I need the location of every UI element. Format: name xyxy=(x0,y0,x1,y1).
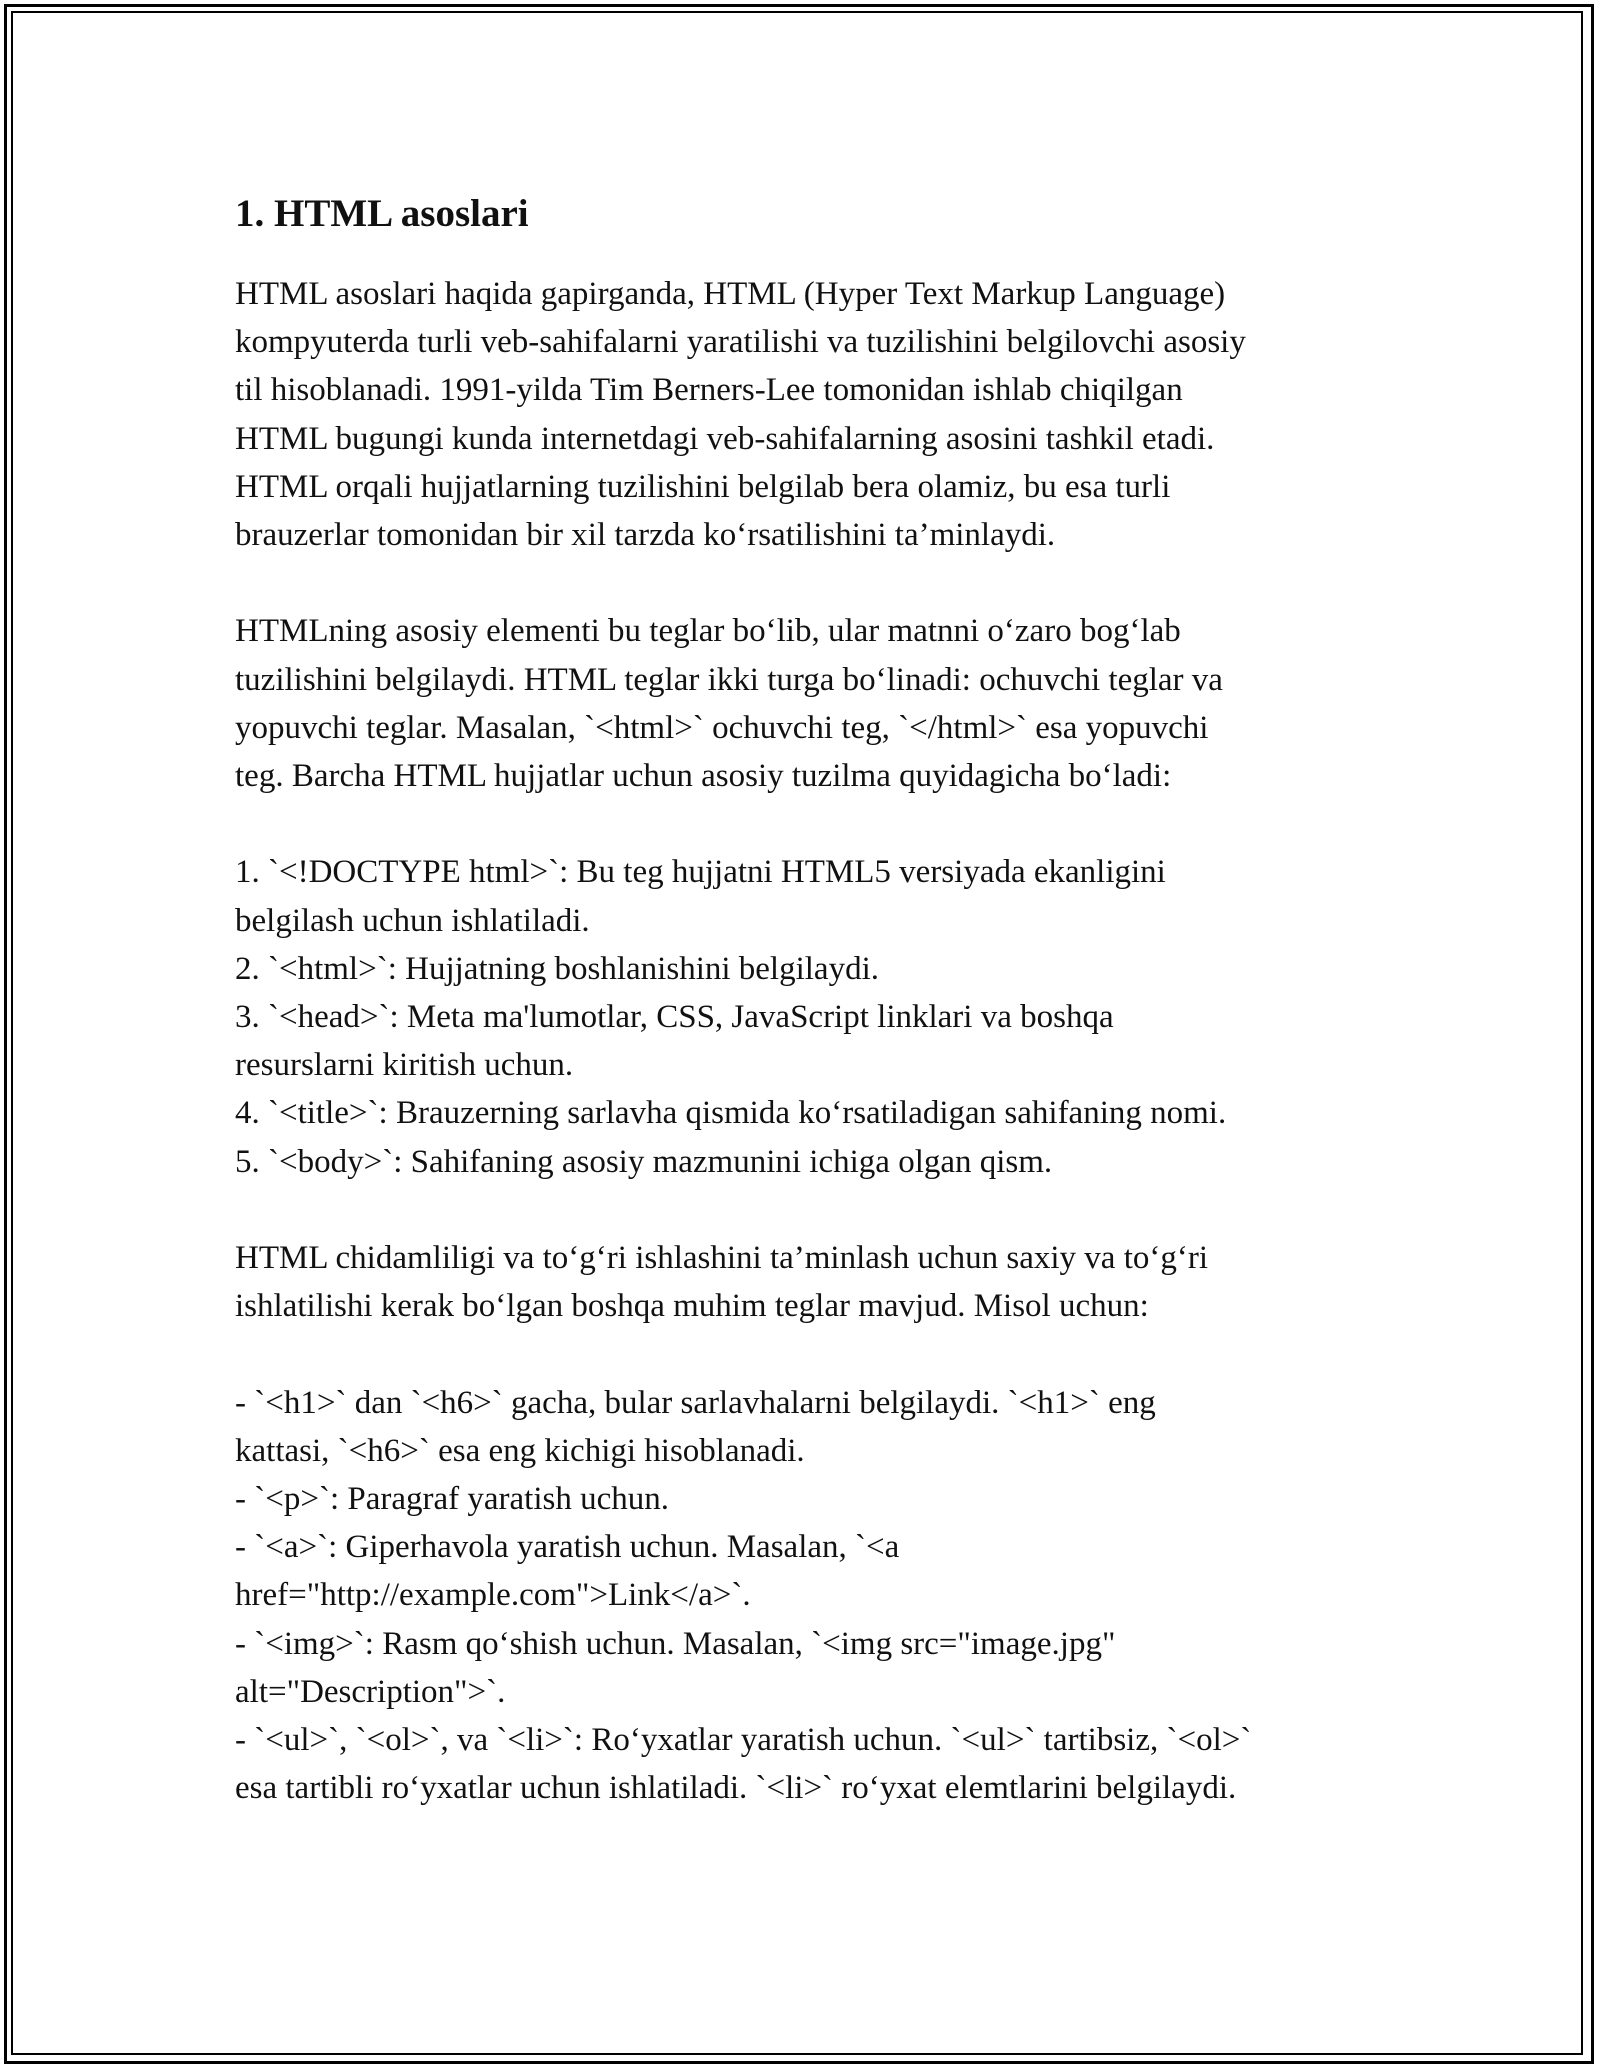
text-line: HTML orqali hujjatlarning tuzilishini belgilab bera olamiz, bu esa turli xyxy=(235,468,1171,505)
paragraph-spacer xyxy=(235,800,1385,848)
text-line: brauzerlar tomonidan bir xil tarzda ko‘rsatilishini ta’minlaydi. xyxy=(235,517,1056,554)
list-item: 5. `<body>`: Sahifaning asosiy mazmunini ichiga olgan qism. xyxy=(235,1143,1053,1180)
text-line: teg. Barcha HTML hujjatlar uchun asosiy tuzilma quyidagicha bo‘ladi: xyxy=(235,758,1172,795)
list-item: - `<ul>`, `<ol>`, va `<li>`: Ro‘yxatlar yaratish uchun. `<ul>` tartibsiz, `<ol>` xyxy=(235,1722,1252,1759)
paragraph-spacer xyxy=(235,1186,1385,1234)
list-item: - `<p>`: Paragraf yaratish uchun. xyxy=(235,1481,669,1518)
list-item: - `<h1>` dan `<h6>` gacha, bular sarlavhalarni belgilaydi. `<h1>` eng xyxy=(235,1384,1156,1421)
text-line: tuzilishini belgilaydi. HTML teglar ikki turga bo‘linadi: ochuvchi teglar va xyxy=(235,661,1223,698)
text-line: kompyuterda turli veb-sahifalarni yaratilishi va tuzilishini belgilovchi asosiy xyxy=(235,324,1246,361)
text-line: HTML bugungi kunda internetdagi veb-sahifalarning asosini tashkil etadi. xyxy=(235,420,1215,457)
text-line: HTMLning asosiy elementi bu teglar bo‘lib, ular matnni o‘zaro bog‘lab xyxy=(235,613,1181,650)
section-heading: 1. HTML asoslari xyxy=(235,192,529,235)
text-line: HTML chidamliligi va to‘g‘ri ishlashini ta’minlash uchun saxiy va to‘g‘ri xyxy=(235,1240,1209,1277)
tags-paragraph xyxy=(235,607,1385,800)
list-item-continuation: href="http://example.com">Link</a>`. xyxy=(235,1577,751,1614)
list-item-continuation: kattasi, `<h6>` esa eng kichigi hisoblanadi. xyxy=(235,1432,805,1469)
other-tags-list xyxy=(235,1379,1385,1813)
list-item-continuation: alt="Description">`. xyxy=(235,1673,506,1710)
document-body xyxy=(235,188,1385,1812)
list-item-continuation: belgilash uchun ishlatiladi. xyxy=(235,902,590,939)
list-item-continuation: esa tartibli ro‘yxatlar uchun ishlatiladi. `<li>` ro‘yxat elemtlarini belgilaydi. xyxy=(235,1770,1237,1807)
list-item-continuation: resurslarni kiritish uchun. xyxy=(235,1047,574,1084)
list-item: - `<a>`: Giperhavola yaratish uchun. Masalan, `<a xyxy=(235,1529,900,1566)
list-item: 3. `<head>`: Meta ma'lumotlar, CSS, JavaScript linklari va boshqa xyxy=(235,999,1114,1036)
other-tags-intro xyxy=(235,1234,1385,1330)
list-item: 4. `<title>`: Brauzerning sarlavha qismida ko‘rsatiladigan sahifaning nomi. xyxy=(235,1095,1227,1132)
intro-paragraph xyxy=(235,270,1385,559)
text-line: til hisoblanadi. 1991-yilda Tim Berners-Lee tomonidan ishlab chiqilgan xyxy=(235,372,1183,409)
list-item: 2. `<html>`: Hujjatning boshlanishini belgilaydi. xyxy=(235,950,879,987)
text-line: yopuvchi teglar. Masalan, `<html>` ochuvchi teg, `</html>` esa yopuvchi xyxy=(235,709,1209,746)
paragraph-spacer xyxy=(235,1330,1385,1378)
text-line: ishlatilishi kerak bo‘lgan boshqa muhim teglar mavjud. Misol uchun: xyxy=(235,1288,1149,1325)
paragraph-spacer xyxy=(235,559,1385,607)
list-item: - `<img>`: Rasm qo‘shish uchun. Masalan, `<img src="image.jpg" xyxy=(235,1625,1116,1662)
structure-list xyxy=(235,848,1385,1185)
text-line: HTML asoslari haqida gapirganda, HTML (Hyper Text Markup Language) xyxy=(235,276,1226,312)
list-item: 1. `<!DOCTYPE html>`: Bu teg hujjatni HTML5 versiyada ekanligini xyxy=(235,854,1166,891)
